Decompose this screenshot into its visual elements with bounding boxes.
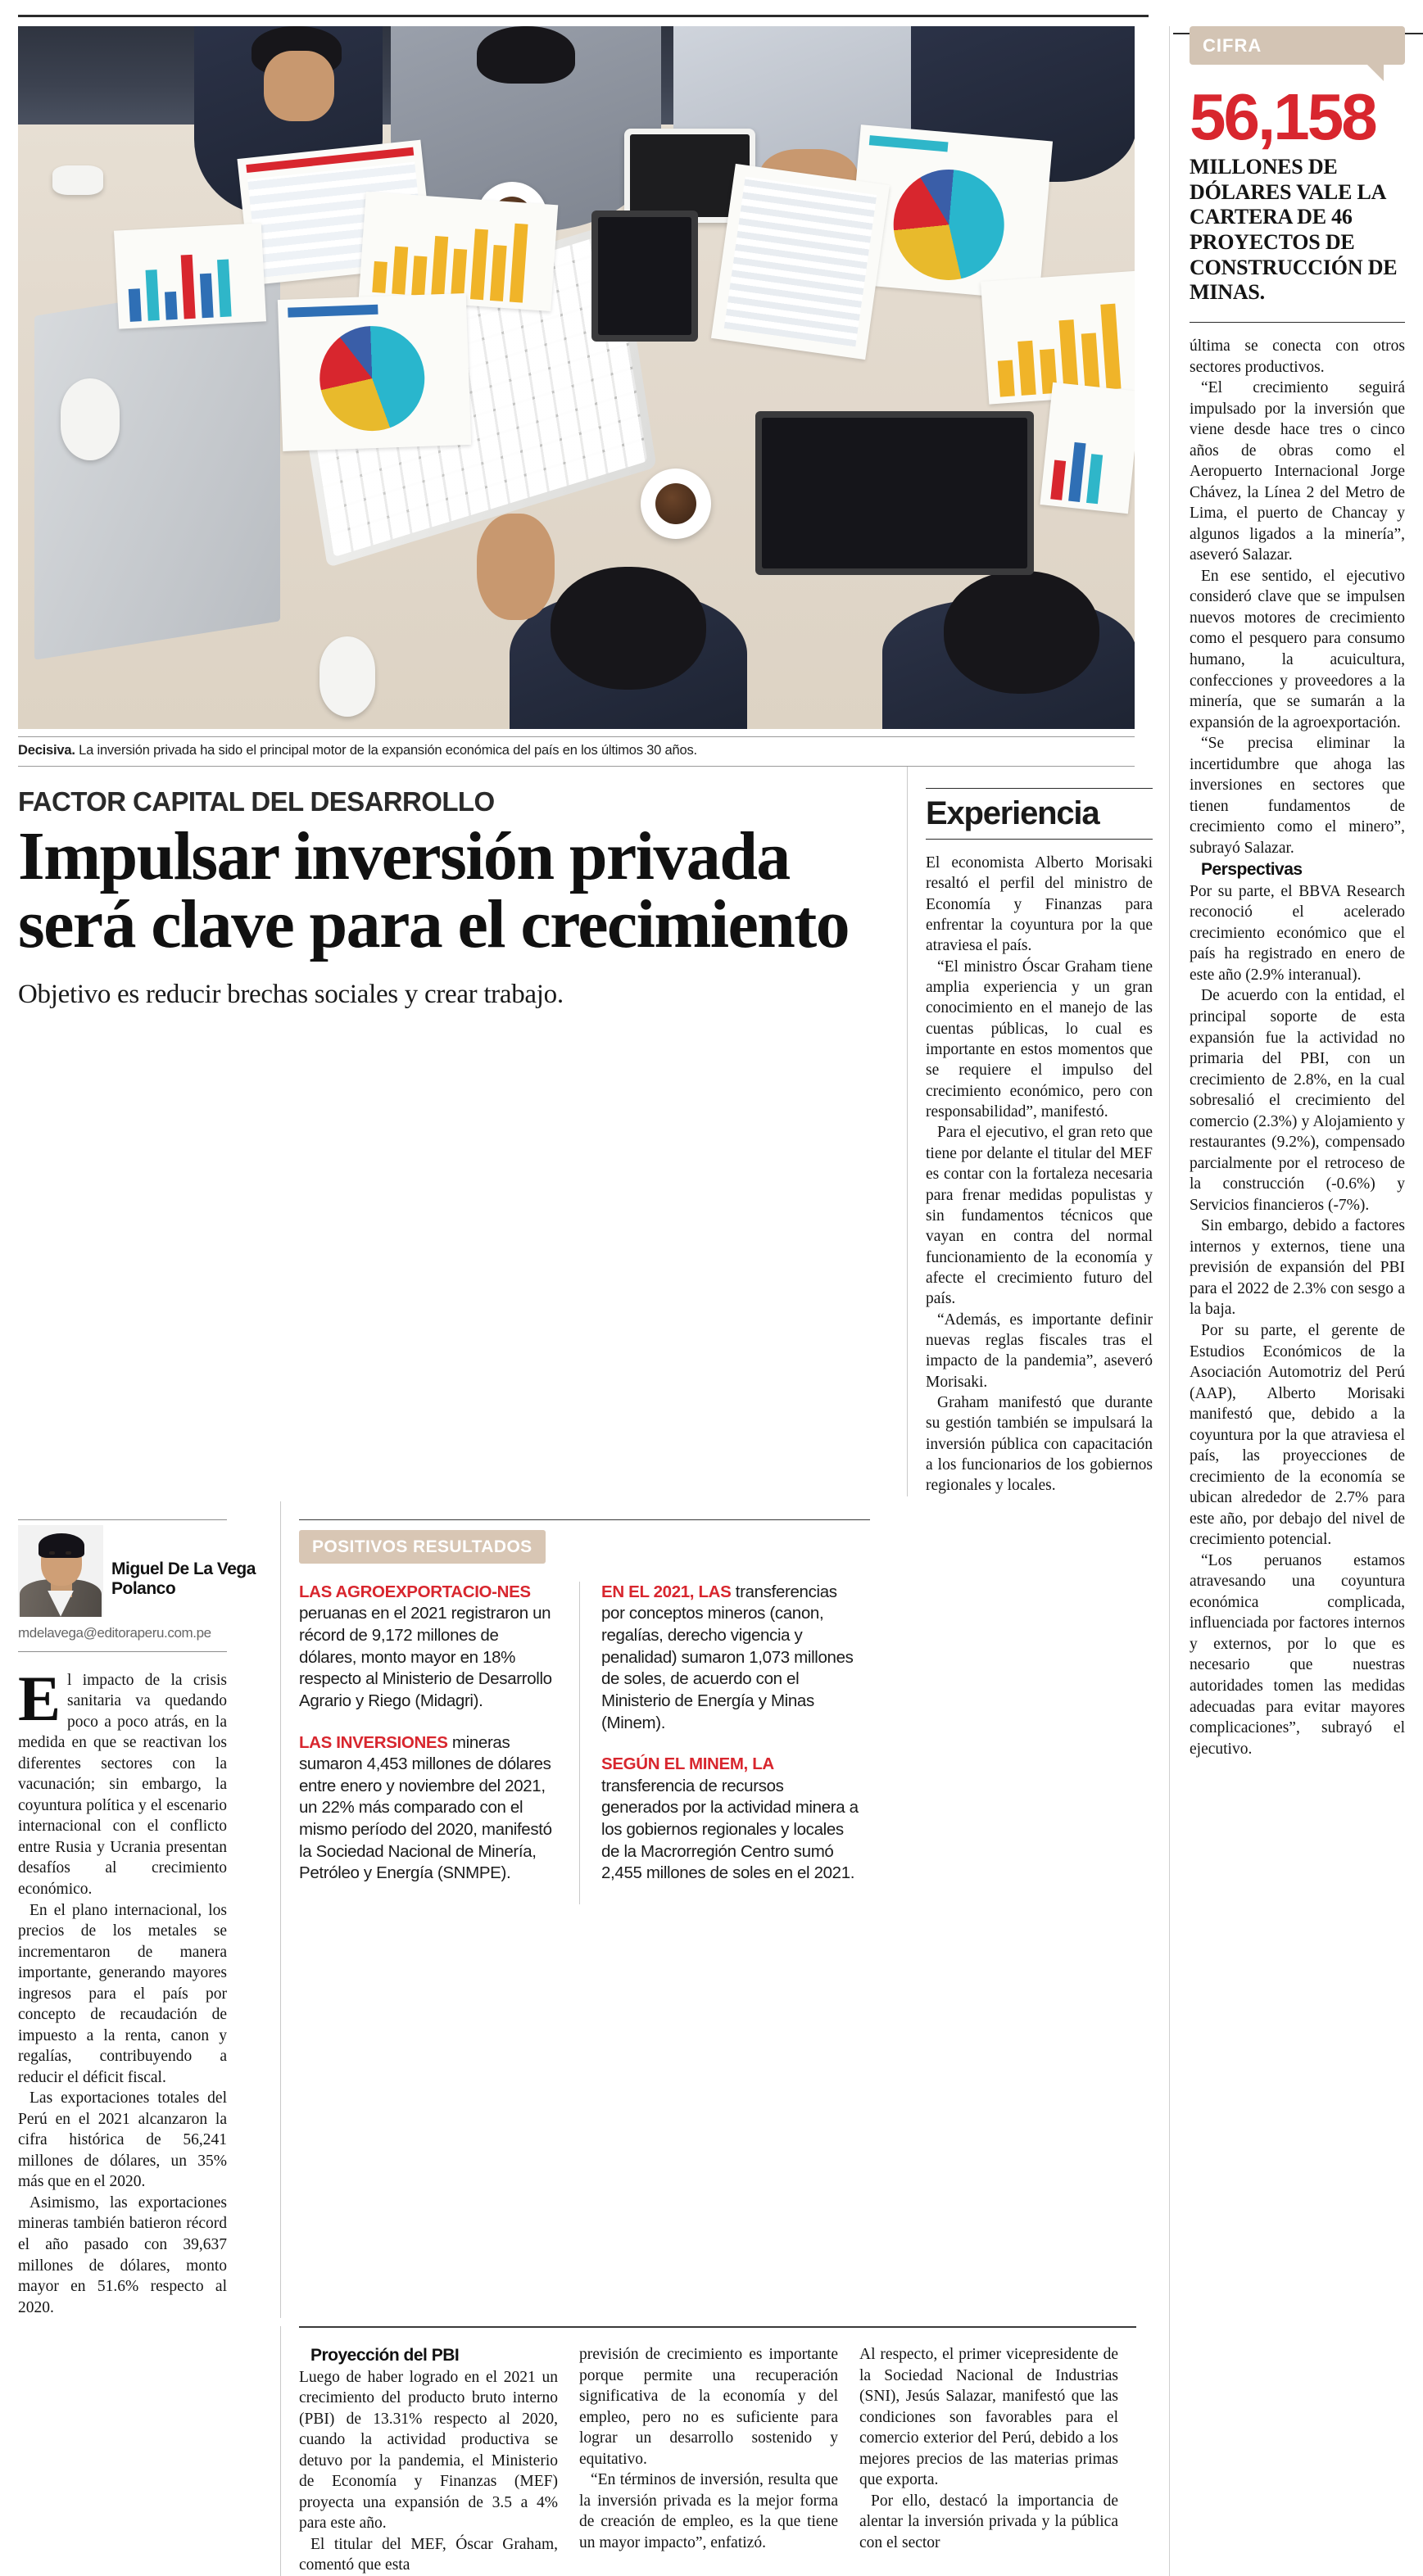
person-hair-center bbox=[477, 26, 575, 84]
mouse-icon-left bbox=[61, 378, 120, 460]
rail-paragraph: última se conecta con otros sectores productivos. bbox=[1190, 337, 1405, 376]
positivos-resultados-block bbox=[280, 1501, 870, 2318]
bottom-column-3 bbox=[859, 2344, 1118, 2576]
experiencia-sidebar bbox=[907, 767, 1153, 1496]
chart-paper-bars-blue bbox=[114, 223, 266, 328]
bottom-columns-block bbox=[280, 2326, 1136, 2576]
pie-chart-graphic-right bbox=[889, 165, 1008, 284]
rail-paragraph: “Se precisa eliminar la incertidumbre que ahoga las inversiones en sectores que tienen fundamentos de crecimiento como el minero”, subrayó Salazar. bbox=[1190, 735, 1405, 857]
article-lead-paragraph bbox=[18, 1662, 227, 1900]
laptop-icon bbox=[591, 211, 698, 342]
bottom-paragraph: Por ello, destacó la importancia de alentar la inversión privada y la pública con el sector bbox=[859, 2492, 1118, 2551]
cifra-description: MILLONES DE DÓLARES VALE LA CARTERA DE 46 PROYECTOS DE CONSTRUCCIÓN DE MINAS. bbox=[1190, 155, 1398, 305]
bottom-heading: Proyección del PBI bbox=[310, 2346, 460, 2365]
positivos-column-left bbox=[299, 1582, 558, 1904]
positivos-column-right bbox=[601, 1582, 860, 1904]
bottom-paragraph: Luego de haber logrado en el 2021 un crecimiento del producto bruto interno (PBI) de 13.31% respecto al 2020, cuando la actividad productiva se detuvo por la pandemia, el Ministerio de Economía y Finanzas (MEF) proyecta una expansión de 3.5 a 4% para este año. bbox=[299, 2368, 558, 2533]
positivos-item-text: transferencia de recursos generados por la actividad minera a los gobiernos regionales y locales de la Macrorregión Centro sumó 2,455 millones de soles en el 2021. bbox=[601, 1776, 859, 1883]
mouse-icon-right bbox=[319, 636, 375, 717]
positivos-tag: POSITIVOS RESULTADOS bbox=[299, 1530, 546, 1564]
photo-caption bbox=[18, 737, 1135, 766]
cifra-number: 56,158 bbox=[1190, 80, 1375, 153]
experiencia-rule-top bbox=[926, 788, 1153, 789]
rail-paragraph: “El crecimiento seguirá impulsado por la inversión que viene desde hace tres o cinco años de obras como el Aeropuerto Internacional Jorge Chávez, la Línea 2 del Metro de Lima, el puerto de Chancay y algunos ligados a la minería”, aseveró Salazar. bbox=[1190, 379, 1405, 564]
bottom-zone bbox=[18, 2326, 1153, 2576]
positivos-item bbox=[299, 1732, 558, 1885]
article-paragraph: En el plano internacional, los precios de los metales se incrementaron de manera importante, generando mayores ingresos para el país por concepto de recaudación de impuesto a la renta, canon y regalías, contribuyendo a reducir el déficit fiscal. bbox=[18, 1901, 227, 2086]
experiencia-body bbox=[926, 853, 1153, 1496]
rail-paragraph: Por su parte, el gerente de Estudios Económicos de la Asociación Automotriz del Perú (AAP), Alberto Morisaki manifestó que, debido a la coyuntura por la que atraviesa el país, las proyecciones de crecimiento de la economía se ubican alrededor de 2.7% para este año, por debajo del nivel de crecimiento potencial. bbox=[1190, 1321, 1405, 1549]
person-hair-bottom-right bbox=[944, 571, 1099, 694]
article-body bbox=[18, 1662, 227, 2318]
page-title: Impulsar inversión privada será clave para el crecimiento bbox=[18, 818, 850, 963]
kicker: FACTOR CAPITAL DEL DESARROLLO bbox=[18, 786, 495, 817]
experiencia-paragraph: “Además, es importante definir nuevas reglas fiscales tras el impacto de la pandemia”, aseveró Morisaki. bbox=[926, 1311, 1153, 1391]
positivos-item-lead: SEGÚN EL MINEM, LA bbox=[601, 1754, 774, 1774]
bottom-column-2 bbox=[579, 2344, 838, 2576]
bottom-paragraph: previsión de crecimiento es importante porque permite una recuperación significativa de la economía y del empleo, pero no es suficiente para lograr un desarrollo sostenido y equitativo. bbox=[579, 2346, 838, 2468]
lower-zone bbox=[18, 1501, 1153, 2318]
rail-paragraph: Por su parte, el BBVA Research reconoció el acelerado crecimiento económico que el país ha registrado en enero de este año (2.9% interanual). bbox=[1190, 882, 1405, 984]
positivos-item-text: peruanas en el 2021 registraron un récord de 9,172 millones de dólares, monto mayor en 18% respecto al Ministerio de Desarrollo Agrario y Riego (Midagri). bbox=[299, 1604, 552, 1710]
author-name: Miguel De La Vega Polanco bbox=[111, 1559, 256, 1598]
photo-caption-text: La inversión privada ha sido el principal motor de la expansión económica del país en los últimos 30 años. bbox=[75, 743, 697, 758]
experiencia-paragraph: “El ministro Óscar Graham tiene amplia experiencia y un gran conocimiento en el manejo de las cuentas públicas, lo cual es importante en estos momentos que se requiere el impulso del crecimiento económico, pero con responsabilidad”, manifestó. bbox=[926, 958, 1153, 1121]
bottom-paragraph: Al respecto, el primer vicepresidente de la Sociedad Nacional de Industrias (SNI), Jesús Salazar, manifestó que las condiciones son favorables para el comercio exterior del Perú, debido a los mejores precios de las materias primas que exporta. bbox=[859, 2346, 1118, 2489]
author-and-body-column bbox=[18, 1501, 264, 2318]
pie-chart-graphic bbox=[318, 324, 426, 432]
bottom-rule bbox=[299, 2326, 1136, 2328]
byline bbox=[18, 1520, 264, 1617]
bottom-column-1 bbox=[299, 2344, 558, 2576]
rail-paragraph: Sin embargo, debido a factores internos y externos, tiene una previsión de expansión del PBI para el 2022 de 2.3% con sesgo a la baja. bbox=[1190, 1217, 1405, 1319]
page-wrap bbox=[18, 26, 1405, 2576]
avatar bbox=[18, 1525, 103, 1617]
positivos-item-lead: LAS INVERSIONES bbox=[299, 1732, 448, 1752]
experiencia-paragraph: El economista Alberto Morisaki resaltó el perfil del ministro de Economía y Finanzas para enfrentar la coyuntura por la que atraviesa el país. bbox=[926, 854, 1153, 955]
positivos-item bbox=[601, 1582, 860, 1734]
positivos-columns bbox=[299, 1582, 870, 1904]
author-rule-bottom bbox=[18, 1651, 227, 1652]
positivos-item bbox=[601, 1754, 860, 1885]
computer-monitor-icon bbox=[34, 277, 280, 660]
positivos-item-lead: EN EL 2021, LAS bbox=[601, 1582, 732, 1601]
experiencia-paragraph: Graham manifestó que durante su gestión también se impulsará la inversión pública con capacitación a los funcionarios de los gobiernos regionales y locales. bbox=[926, 1393, 1153, 1495]
rail-paragraph: De acuerdo con la entidad, el principal soporte de esta expansión fue la actividad no primaria del PBI, con un crecimiento de 2.8%, en la cual sobresalió el crecimiento del comercio (2.3%) y Alojamiento y restaurantes (9.2%), compensado parcialmente por el retroceso de la construcción (-0.6%) y Servicios financieros (-7%). bbox=[1190, 987, 1405, 1214]
experiencia-rule-bottom bbox=[926, 839, 1153, 840]
positivos-item-text: mineras sumaron 4,453 millones de dólares entre enero y noviembre del 2021, un 22% más comparado con el mismo período del 2020, manifestó la Sociedad Nacional de Minería, Petróleo y Energía (SNMPE). bbox=[299, 1732, 552, 1883]
person-hair-bottom-left bbox=[551, 567, 706, 690]
rail-body bbox=[1190, 336, 1405, 1759]
rail-paragraph: En ese sentido, el ejecutivo consideró clave que se impulsen nuevos motores de crecimiento como el pesquero para consumo humano, la acuicultura, confecciones y proveedores a la minería, que se sumarán a la expansión de la agroexportación. bbox=[1190, 567, 1405, 731]
bottom-left-spacer bbox=[18, 2326, 264, 2576]
laptop-icon-right bbox=[755, 411, 1034, 575]
bottom-paragraph: El titular del MEF, Óscar Graham, comentó que esta bbox=[299, 2535, 558, 2574]
chart-paper-report bbox=[711, 164, 890, 360]
dropcap: E bbox=[18, 1662, 61, 1734]
author-email[interactable]: mdelavega@editoraperu.com.pe bbox=[18, 1624, 211, 1641]
hand-reaching-left bbox=[477, 514, 555, 620]
headline-zone bbox=[18, 767, 1153, 1496]
top-rule-left bbox=[18, 15, 1149, 17]
perspectivas-heading: Perspectivas bbox=[1201, 860, 1303, 880]
positivos-item-text: transferencias por conceptos mineros (canon, regalías, derecho vigencia y penalidad) sumaron 1,073 millones de soles, de acuerdo con el Ministerio de Energía y Minas (Minem). bbox=[601, 1582, 854, 1732]
right-rail bbox=[1169, 26, 1405, 2576]
article-paragraph: Las exportaciones totales del Perú en el 2021 alcanzaron la cifra histórica de 56,241 millones de dólares, un 35% más que en el 2020. bbox=[18, 2089, 227, 2191]
rail-paragraph: “Los peruanos estamos atravesando una coyuntura económica complicada, influenciada por factores internos y externos, por lo que es necesario que nuestras autoridades tomen las medidas adecuadas para evitar mayores complicaciones”, subrayó el ejecutivo. bbox=[1190, 1551, 1405, 1758]
chart-paper-bottom-small bbox=[1040, 383, 1135, 514]
coffee-cup-icon-bottom bbox=[641, 469, 711, 539]
experiencia-title: Experiencia bbox=[926, 795, 1099, 831]
headline-column bbox=[18, 767, 874, 1496]
article-paragraph: Asimismo, las exportaciones mineras también batieron récord el año pasado con 39,637 millones de dólares, monto mayor en 51.6% respecto al 2020. bbox=[18, 2193, 227, 2316]
chart-paper-pie bbox=[278, 293, 471, 451]
photo-caption-lead: Decisiva. bbox=[18, 743, 75, 758]
experiencia-paragraph: Para el ejecutivo, el gran reto que tiene por delante el titular del MEF es contar con la fortaleza necesaria para frenar medidas populistas y sin fundamentos técnicos que vayan en contra del normal funcionamiento de la economía y afecte el crecimiento futuro del país. bbox=[926, 1124, 1153, 1308]
positivos-divider bbox=[579, 1582, 580, 1904]
cifra-tag: CIFRA bbox=[1190, 26, 1405, 65]
mouse-icon-center bbox=[52, 165, 103, 195]
bottom-paragraph: “En términos de inversión, resulta que la inversión privada es la mejor forma de creación de empleo, es la que tiene un mayor impacto”, enfatizó. bbox=[579, 2471, 838, 2551]
subheadline: Objetivo es reducir brechas sociales y crear trabajo. bbox=[18, 980, 564, 1010]
positivos-item-lead: LAS AGROEXPORTACIO-NES bbox=[299, 1582, 531, 1601]
bottom-columns bbox=[299, 2344, 1136, 2576]
positivos-rule bbox=[299, 1519, 870, 1520]
rail-rule bbox=[1190, 322, 1405, 323]
main-content bbox=[18, 26, 1153, 2576]
person-face-top bbox=[264, 51, 334, 121]
positivos-item bbox=[299, 1582, 558, 1713]
article-lead-text: l impacto de la crisis sanitaria va quedando poco a poco atrás, en la medida en que se reactivan los diferentes sectores con la vacunación; sin embargo, la coyuntura política y el escenario internacional con el conflicto entre Rusia y Ucrania presentan desafíos al crecimiento económico. bbox=[18, 1671, 227, 1898]
lead-photo bbox=[18, 26, 1135, 729]
